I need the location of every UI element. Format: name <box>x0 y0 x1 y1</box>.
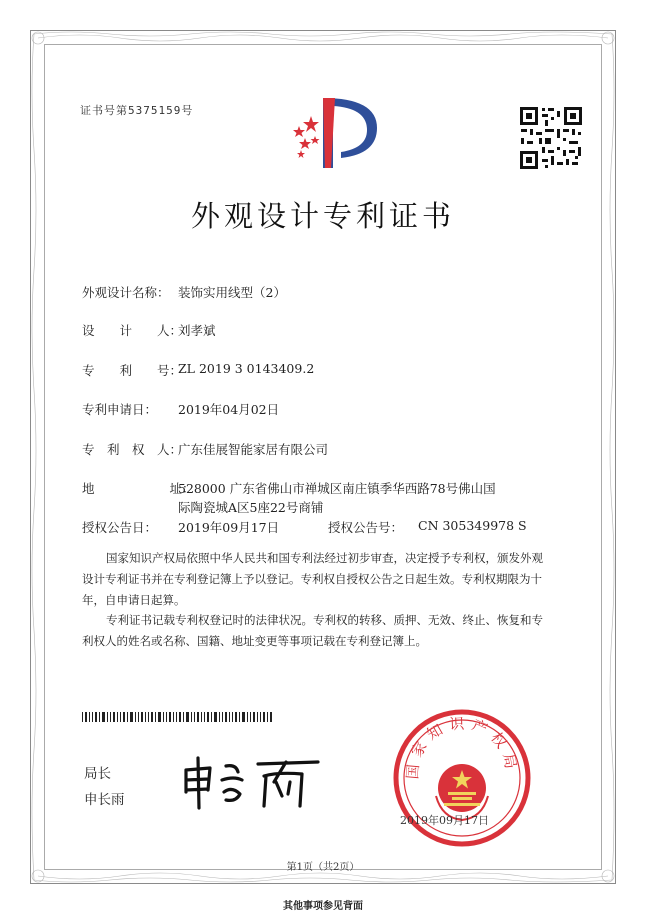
statement-paragraph-2 <box>82 610 582 652</box>
designer-label: 设 计 人： <box>82 323 183 338</box>
grant-date-label: 授权公告日： <box>82 520 158 535</box>
paragraph-1-line-1: 国家知识产权局依照中华人民共和国专利法经过初步审查，决定授予专利权，颁发外观 <box>106 551 543 565</box>
address-label: 地 址： <box>82 481 195 496</box>
cnipa-logo-icon <box>283 92 379 172</box>
qr-code-icon <box>518 105 584 171</box>
seal-text: 国家知识产权局 <box>403 714 521 780</box>
patentee-label: 专 利 权 人： <box>82 442 183 457</box>
page-number: 第1页（共2页） <box>286 862 360 873</box>
grant-date-value: 2019年09月17日 <box>178 520 280 535</box>
grant-number-label: 授权公告号： <box>328 520 404 535</box>
paragraph-2-line-2: 利权人的姓名或名称、国籍、地址变更等事项记载在专利登记簿上。 <box>82 634 427 648</box>
statement-paragraph-1 <box>82 548 582 611</box>
filing-date-label: 专利申请日： <box>82 402 158 417</box>
design-name-label: 外观设计名称： <box>82 285 170 300</box>
designer-value: 刘孝斌 <box>178 323 216 338</box>
patentee-value: 广东佳展智能家居有限公司 <box>178 442 329 457</box>
certificate-title: 外观设计专利证书 <box>190 199 455 233</box>
paragraph-2-line-1: 专利证书记载专利权登记时的法律状况。专利权的转移、质押、无效、终止、恢复和专 <box>106 613 543 627</box>
design-name-value: 装饰实用线型（2） <box>178 285 286 300</box>
paragraph-1-line-2: 设计专利证书并在专利登记簿上予以登记。专利权自授权公告之日起生效。专利权期限为十 <box>82 572 542 586</box>
certificate-number: 证书号第5375159号 <box>80 104 194 117</box>
patent-number-label: 专 利 号： <box>82 363 183 378</box>
handwritten-signature-icon <box>178 752 328 812</box>
address-line-2: 际陶瓷城A区5座22号商铺 <box>178 500 324 515</box>
footer-note: 其他事项参见背面 <box>283 901 363 912</box>
barcode-icon <box>82 712 272 722</box>
director-title: 局长 <box>84 766 111 782</box>
director-name: 申长雨 <box>84 792 125 808</box>
filing-date-value: 2019年04月02日 <box>178 402 280 417</box>
seal-date: 2019年09月17日 <box>400 814 489 827</box>
paragraph-1-line-3: 年，自申请日起算。 <box>82 593 186 607</box>
patent-number-value: ZL 2019 3 0143409.2 <box>178 361 315 376</box>
grant-number-value: CN 305349978 S <box>418 518 527 533</box>
address-line-1: 528000 广东省佛山市禅城区南庄镇季华西路78号佛山国 <box>178 481 496 496</box>
